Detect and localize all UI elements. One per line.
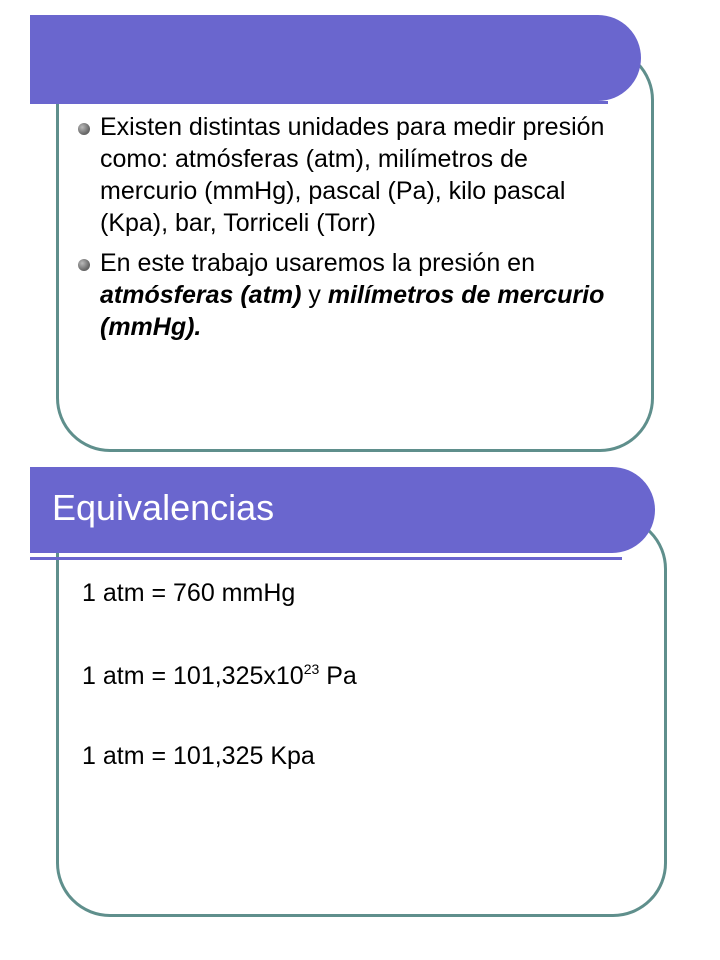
bullet-item-units <box>78 111 618 239</box>
title-bar <box>30 15 641 101</box>
equivalence-pa-base: 1 atm = 101,325x10 <box>82 662 304 690</box>
slide-units <box>0 0 720 470</box>
equivalence-pa <box>82 661 357 691</box>
bullet-text-part: y <box>301 281 328 309</box>
bullet-item-usage <box>78 247 618 343</box>
bullet-emphasis-mmhg: milímetros de mercurio (mmHg). <box>100 281 605 341</box>
bullet-dot-icon <box>78 123 90 135</box>
bullet-dot-icon <box>78 259 90 271</box>
bullet-text-part: En este trabajo usaremos la presión en <box>100 249 535 277</box>
equivalence-pa-exponent: 23 <box>303 661 320 677</box>
bullet-emphasis-atm: atmósferas (atm) <box>100 281 302 309</box>
title-underline <box>30 101 608 104</box>
equivalence-kpa: 1 atm = 101,325 Kpa <box>82 742 315 770</box>
bullet-text: Existen distintas unidades para medir presión como: atmósferas (atm), milímetros de mercurio (mmHg), pascal (Pa), kilo pascal (Kpa), bar, Torriceli (Torr) <box>100 113 605 237</box>
title-underline <box>30 557 622 560</box>
slide-frame <box>56 515 667 917</box>
slide-equivalences <box>0 465 720 935</box>
title-bar <box>30 467 655 553</box>
equivalence-mmhg: 1 atm = 760 mmHg <box>82 579 296 607</box>
bullet-list <box>78 111 618 351</box>
slide-title: Equivalencias <box>52 487 275 528</box>
equivalence-pa-unit: Pa <box>319 662 357 690</box>
